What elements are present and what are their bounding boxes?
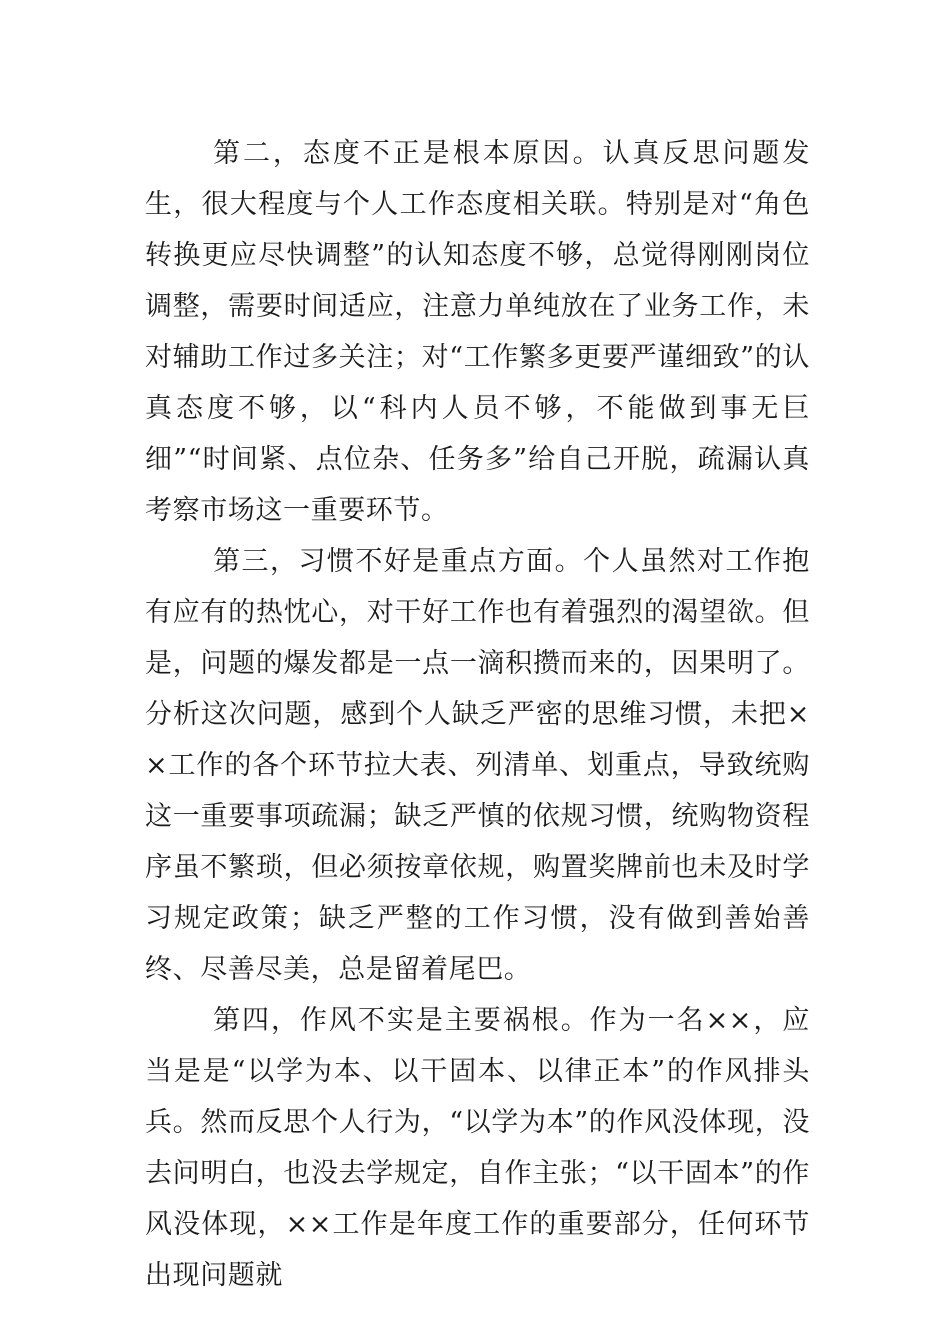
paragraph-4: 第四，作风不实是主要祸根。作为一名××，应当是是“以学为本、以干固本、以律正本”的作风排头兵。然而反思个人行为，“以学为本”的作风没体现，没去问明白，也没去学规定，自作主张；“以干固本”的作风没体现，××工作是年度工作的重要部分，任何环节出现问题就: [145, 1005, 810, 1291]
paragraph-3: 第三，习惯不好是重点方面。个人虽然对工作抱有应有的热忱心，对干好工作也有着强烈的渴望欲。但是，问题的爆发都是一点一滴积攒而来的，因果明了。分析这次问题，感到个人缺乏严密的思维习惯，未把××工作的各个环节拉大表、列清单、划重点，导致统购这一重要事项疏漏；缺乏严慎的依规习惯，统购物资程序虽不繁琐，但必须按章依规，购置奖牌前也未及时学习规定政策；缺乏严整的工作习惯，没有做到善始善终、尽善尽美，总是留着尾巴。: [145, 546, 810, 985]
paragraph-2: 第二，态度不正是根本原因。认真反思问题发生，很大程度与个人工作态度相关联。特别是对“角色转换更应尽快调整”的认知态度不够，总觉得刚刚岗位调整，需要时间适应，注意力单纯放在了业务工作，未对辅助工作过多关注；对“工作繁多更要严谨细致”的认真态度不够，以“科内人员不够，不能做到事无巨细”“时间紧、点位杂、任务多”给自己开脱，疏漏认真考察市场这一重要环节。: [145, 138, 810, 526]
document-body: [145, 128, 810, 1301]
